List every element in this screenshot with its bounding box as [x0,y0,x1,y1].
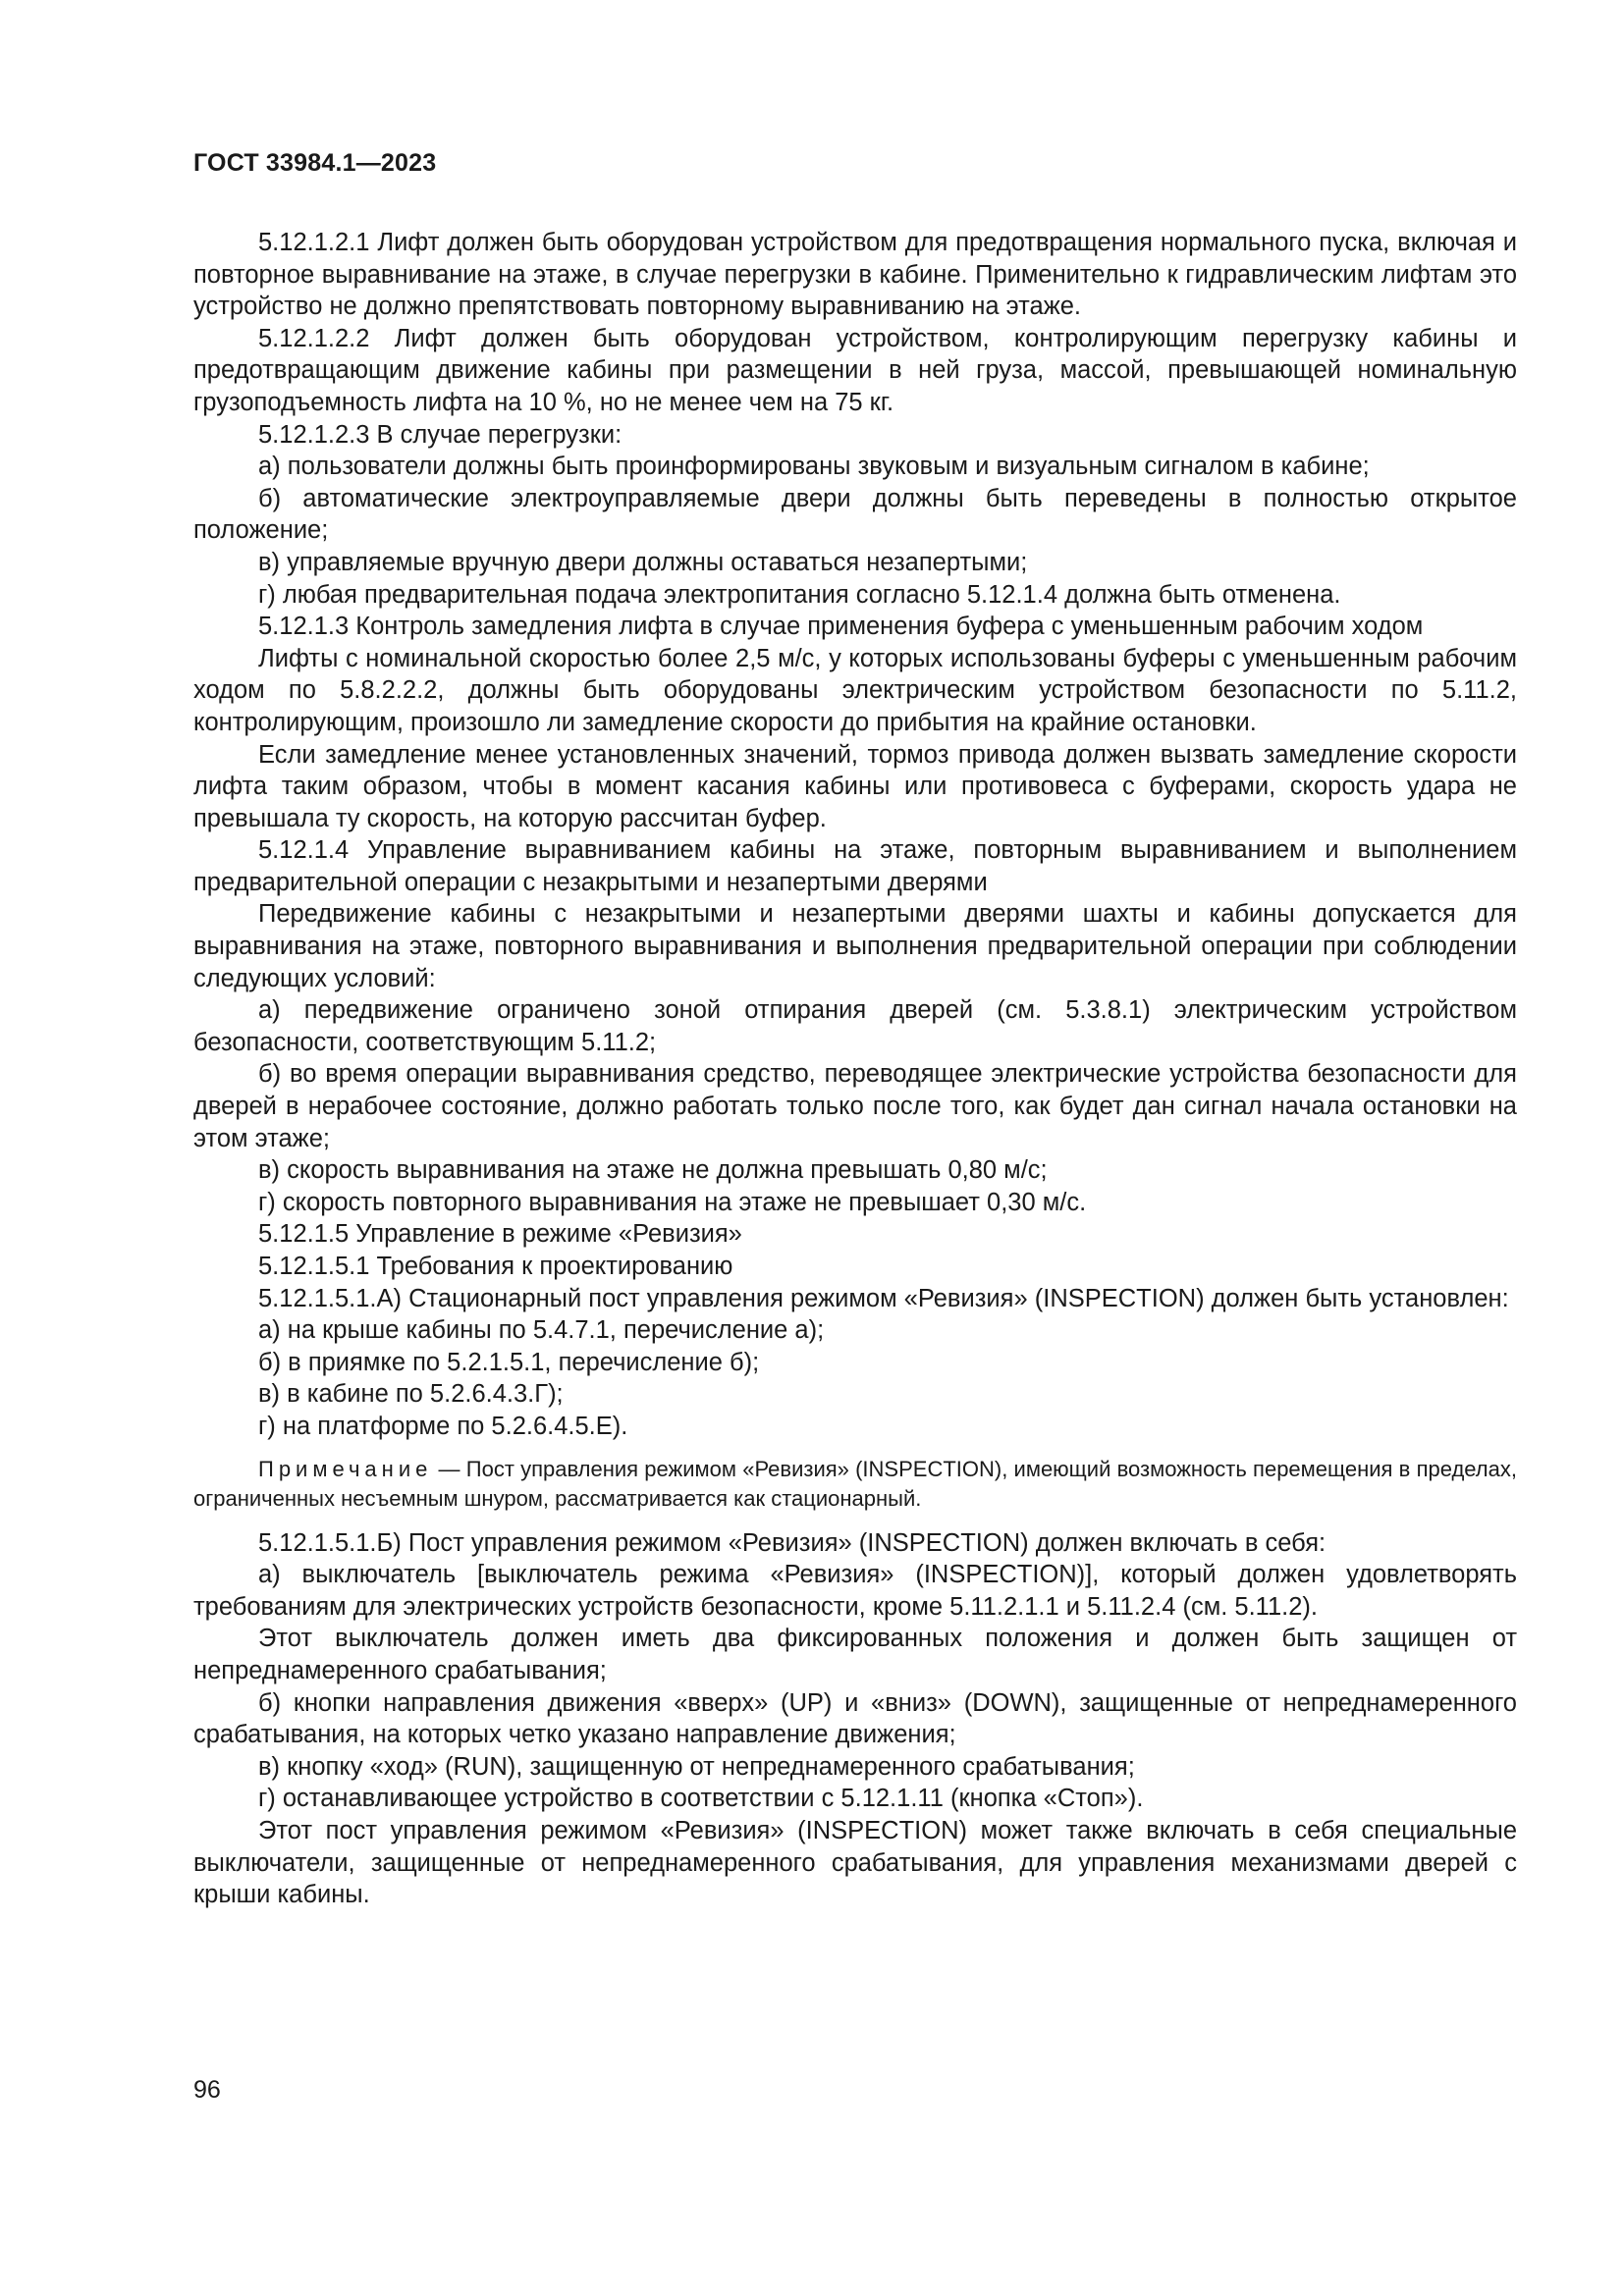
list-item: а) на крыше кабины по 5.4.7.1, перечисление а); [258,1316,825,1345]
paragraph: 5.12.1.3 Контроль замедления лифта в случае применения буфера с уменьшенным рабочим ходом [258,613,1424,641]
list-item: б) в приямке по 5.2.1.5.1, перечисление б); [258,1348,760,1376]
list-item: б) во время операции выравнивания средство, переводящее электрические устройства безопасности для дверей в нерабочее состояние, должно работать только после того, как будет дан сигнал начала остановки на этом этаже; [193,1060,1517,1152]
note-dash: — [432,1456,466,1481]
list-item: г) скорость повторного выравнивания на этаже не превышает 0,30 м/с. [258,1188,1087,1216]
list-item: в) кнопку «ход» (RUN), защищенную от непреднамеренного срабатывания; [258,1752,1135,1781]
list-item: в) управляемые вручную двери должны оставаться незапертыми; [258,548,1028,576]
document-code-header: ГОСТ 33984.1—2023 [193,149,437,177]
document-body [193,227,1517,1911]
list-item: б) автоматические электроуправляемые двери должны быть переведены в полностью открытое положение; [193,484,1517,545]
paragraph: Лифты с номинальной скоростью более 2,5 м/с, у которых использованы буферы с уменьшенным рабочим ходом по 5.8.2.2.2, должны быть оборудованы электрическим устройством безопасности по 5.11.2, контролирующим, произошло ли замедление скорости до прибытия на крайние остановки. [193,644,1517,736]
paragraph: 5.12.1.2.2 Лифт должен быть оборудован устройством, контролирующим перегрузку кабины и предотвращающим движение кабины при размещении в ней груза, массой, превышающей номинальную грузоподъемность лифта на 10 %, но не менее чем на 75 кг. [193,324,1517,416]
list-item: г) останавливающее устройство в соответствии с 5.12.1.11 (кнопка «Стоп»). [258,1785,1144,1813]
paragraph: 5.12.1.5 Управление в режиме «Ревизия» [258,1220,742,1249]
paragraph: Этот пост управления режимом «Ревизия» (INSPECTION) может также включать в себя специальные выключатели, защищенные от непреднамеренного срабатывания, для управления механизмами дверей с крыши кабины. [193,1816,1517,1909]
note-label: Примечание [258,1456,433,1481]
page-number: 96 [193,2076,221,2104]
paragraph: 5.12.1.5.1.А) Стационарный пост управления режимом «Ревизия» (INSPECTION) должен быть установлен: [258,1284,1509,1312]
list-item: в) в кабине по 5.2.6.4.3.Г); [258,1380,564,1409]
list-item: в) скорость выравнивания на этаже не должна превышать 0,80 м/с; [258,1156,1048,1185]
paragraph: 5.12.1.5.1.Б) Пост управления режимом «Ревизия» (INSPECTION) должен включать в себя: [258,1528,1326,1557]
paragraph: 5.12.1.5.1 Требования к проектированию [258,1253,733,1280]
paragraph: Если замедление менее установленных значений, тормоз привода должен вызвать замедление скорости лифта таким образом, чтобы в момент касания кабины или противовеса с буферами, скорость удара не превышала ту скорость, на которую рассчитан буфер. [193,740,1517,832]
note [193,1455,1517,1514]
paragraph: Передвижение кабины с незакрытыми и незапертыми дверями шахты и кабины допускается для выравнивания на этаже, повторного выравнивания и выполнения предварительной операции при соблюдении следующих условий: [193,900,1517,992]
paragraph: 5.12.1.2.3 В случае перегрузки: [258,420,623,449]
list-item: а) передвижение ограничено зоной отпирания дверей (см. 5.3.8.1) электрическим устройством безопасности, соответствующим 5.11.2; [193,996,1517,1056]
paragraph: Этот выключатель должен иметь два фиксированных положения и должен быть защищен от непреднамеренного срабатывания; [193,1625,1517,1684]
list-item: а) выключатель [выключатель режима «Ревизия» (INSPECTION)], который должен удовлетворять требованиям для электрических устройств безопасности, кроме 5.11.2.1.1 и 5.11.2.4 (см. 5.11.2). [193,1561,1517,1621]
list-item: б) кнопки направления движения «вверх» (UP) и «вниз» (DOWN), защищенные от непреднамеренного срабатывания, на которых четко указано направление движения; [193,1688,1517,1749]
paragraph: 5.12.1.2.1 Лифт должен быть оборудован устройством для предотвращения нормального пуска, включая и повторное выравнивание на этаже, в случае перегрузки в кабине. Применительно к гидравлическим лифтам это устройство не должно препятствовать повторному выравниванию на этаже. [193,229,1517,321]
paragraph: 5.12.1.4 Управление выравниванием кабины на этаже, повторным выравниванием и выполнением предварительной операции с незакрытыми и незапертыми дверями [193,836,1517,896]
list-item: г) на платформе по 5.2.6.4.5.Е). [258,1412,628,1440]
list-item: г) любая предварительная подача электропитания согласно 5.12.1.4 должна быть отменена. [258,580,1341,609]
note-text: Пост управления режимом «Ревизия» (INSPECTION), имеющий возможность перемещения в пределах, ограниченных несъемным шнуром, рассматривается как стационарный. [193,1456,1517,1511]
list-item: а) пользователи должны быть проинформированы звуковым и визуальным сигналом в кабине; [258,453,1370,481]
